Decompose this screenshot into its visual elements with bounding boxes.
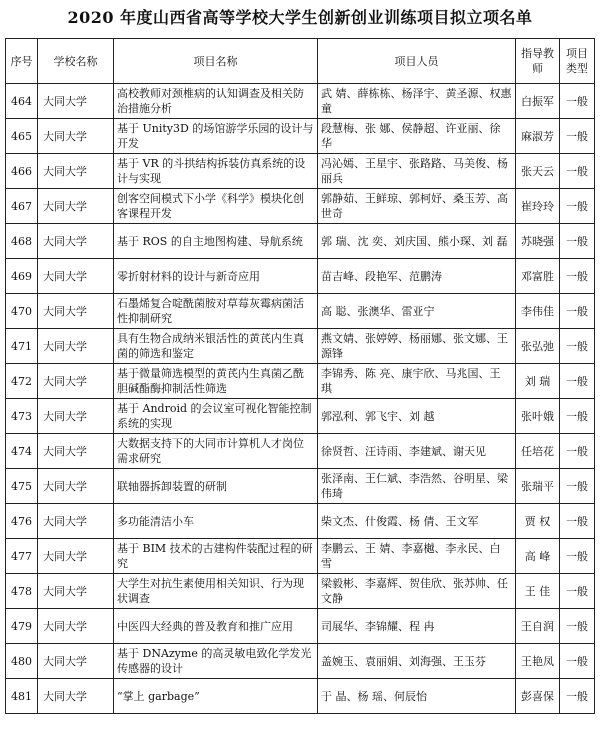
cell-num: 474 xyxy=(6,434,38,469)
cell-num: 465 xyxy=(6,119,38,154)
header-school: 学校名称 xyxy=(38,39,114,84)
cell-type: 一般 xyxy=(560,154,595,189)
cell-type: 一般 xyxy=(560,119,595,154)
cell-num: 480 xyxy=(6,644,38,679)
cell-type: 一般 xyxy=(560,329,595,364)
cell-project: 中医四大经典的普及教育和推广应用 xyxy=(114,609,318,644)
cell-members: 梁毅彬、李嘉辉、贺佳欣、张苏帅、任文静 xyxy=(318,574,516,609)
project-table xyxy=(5,38,595,714)
cell-advisor: 高 峰 xyxy=(516,539,560,574)
cell-num: 470 xyxy=(6,294,38,329)
cell-members: 高 聪、张澳华、雷亚宁 xyxy=(318,294,516,329)
cell-members: 郭静茹、王鲜琼、郭柯妤、桑玉芳、高世奇 xyxy=(318,189,516,224)
cell-school: 大同大学 xyxy=(38,224,114,259)
table-row xyxy=(6,119,595,154)
header-project: 项目名称 xyxy=(114,39,318,84)
cell-advisor: 张天云 xyxy=(516,154,560,189)
table-row xyxy=(6,84,595,119)
table-row xyxy=(6,609,595,644)
cell-type: 一般 xyxy=(560,189,595,224)
cell-school: 大同大学 xyxy=(38,539,114,574)
cell-school: 大同大学 xyxy=(38,364,114,399)
cell-project: 石墨烯复合啶酰菌胺对草莓灰霉病菌活性抑制研究 xyxy=(114,294,318,329)
cell-advisor: 李伟佳 xyxy=(516,294,560,329)
header-members: 项目人员 xyxy=(318,39,516,84)
page-title: 2020 年度山西省高等学校大学生创新创业训练项目拟立项名单 xyxy=(67,8,533,27)
cell-num: 481 xyxy=(6,679,38,714)
cell-school: 大同大学 xyxy=(38,259,114,294)
cell-advisor: 张叶娥 xyxy=(516,399,560,434)
cell-project: 基于 BIM 技术的古建构件装配过程的研究 xyxy=(114,539,318,574)
table-row xyxy=(6,574,595,609)
cell-num: 471 xyxy=(6,329,38,364)
cell-members: 张泽南、王仁斌、李浩然、谷明星、梁伟琦 xyxy=(318,469,516,504)
cell-school: 大同大学 xyxy=(38,469,114,504)
header-advisor: 指导教师 xyxy=(516,39,560,84)
cell-num: 464 xyxy=(6,84,38,119)
cell-type: 一般 xyxy=(560,259,595,294)
cell-num: 479 xyxy=(6,609,38,644)
cell-type: 一般 xyxy=(560,539,595,574)
table-row xyxy=(6,294,595,329)
cell-members: 郭泓利、郭飞宇、刘 越 xyxy=(318,399,516,434)
cell-type: 一般 xyxy=(560,294,595,329)
cell-type: 一般 xyxy=(560,644,595,679)
table-row xyxy=(6,434,595,469)
cell-advisor: 刘 瑞 xyxy=(516,364,560,399)
cell-members: 柴文杰、什俊霞、杨 倩、王文军 xyxy=(318,504,516,539)
cell-members: 盖婉玉、袁丽娟、刘海强、王玉芬 xyxy=(318,644,516,679)
table-row xyxy=(6,504,595,539)
cell-school: 大同大学 xyxy=(38,574,114,609)
cell-advisor: 王 佳 xyxy=(516,574,560,609)
table-row xyxy=(6,154,595,189)
cell-advisor: 王自润 xyxy=(516,609,560,644)
header-type: 项目类型 xyxy=(560,39,595,84)
cell-num: 467 xyxy=(6,189,38,224)
cell-school: 大同大学 xyxy=(38,189,114,224)
cell-members: 司展华、李锦耀、程 冉 xyxy=(318,609,516,644)
cell-school: 大同大学 xyxy=(38,119,114,154)
cell-school: 大同大学 xyxy=(38,329,114,364)
cell-type: 一般 xyxy=(560,399,595,434)
cell-advisor: 任培花 xyxy=(516,434,560,469)
cell-type: 一般 xyxy=(560,84,595,119)
cell-advisor: 崔玲玲 xyxy=(516,189,560,224)
table-row xyxy=(6,189,595,224)
cell-school: 大同大学 xyxy=(38,154,114,189)
cell-school: 大同大学 xyxy=(38,504,114,539)
table-row xyxy=(6,399,595,434)
cell-members: 李锦秀、陈 亮、康宇欣、马兆国、王 琪 xyxy=(318,364,516,399)
cell-type: 一般 xyxy=(560,224,595,259)
table-row xyxy=(6,224,595,259)
cell-members: 苗吉峰、段艳军、范鹏涛 xyxy=(318,259,516,294)
cell-project: 基于 ROS 的自主地图构建、导航系统 xyxy=(114,224,318,259)
cell-project: 基于 VR 的斗拱结构拆装仿真系统的设计与实现 xyxy=(114,154,318,189)
cell-type: 一般 xyxy=(560,504,595,539)
cell-project: 基于微量筛选模型的黄芪内生真菌乙酰胆碱酯酶抑制活性筛选 xyxy=(114,364,318,399)
cell-num: 468 xyxy=(6,224,38,259)
table-row xyxy=(6,469,595,504)
cell-project: 零折射材料的设计与新奇应用 xyxy=(114,259,318,294)
cell-members: 武 婧、薛栋栋、杨泽宇、黄圣源、权惠童 xyxy=(318,84,516,119)
cell-num: 469 xyxy=(6,259,38,294)
cell-project: 高校教师对颈椎病的认知调查及相关防治措施分析 xyxy=(114,84,318,119)
cell-advisor: 王艳凤 xyxy=(516,644,560,679)
cell-type: 一般 xyxy=(560,469,595,504)
cell-members: 于 晶、杨 瑶、何辰怡 xyxy=(318,679,516,714)
cell-num: 473 xyxy=(6,399,38,434)
cell-advisor: 麻淑芳 xyxy=(516,119,560,154)
cell-members: 段慧梅、张 娜、侯静超、许亚丽、徐 华 xyxy=(318,119,516,154)
table-row xyxy=(6,259,595,294)
cell-members: 燕文婧、张婷婷、杨丽娜、张文娜、王源锋 xyxy=(318,329,516,364)
table-row xyxy=(6,679,595,714)
cell-num: 472 xyxy=(6,364,38,399)
cell-project: 联轴器拆卸装置的研制 xyxy=(114,469,318,504)
cell-num: 478 xyxy=(6,574,38,609)
cell-school: 大同大学 xyxy=(38,434,114,469)
cell-project: 具有生物合成纳米银活性的黄芪内生真菌的筛选和鉴定 xyxy=(114,329,318,364)
cell-project: 创客空间模式下小学《科学》模块化创客课程开发 xyxy=(114,189,318,224)
table-header-row xyxy=(6,39,595,84)
table-row xyxy=(6,329,595,364)
cell-project: 基于 Android 的会议室可视化智能控制系统的实现 xyxy=(114,399,318,434)
cell-num: 466 xyxy=(6,154,38,189)
cell-advisor: 彭喜保 xyxy=(516,679,560,714)
cell-advisor: 白振军 xyxy=(516,84,560,119)
cell-num: 475 xyxy=(6,469,38,504)
cell-type: 一般 xyxy=(560,679,595,714)
cell-school: 大同大学 xyxy=(38,399,114,434)
cell-project: 多功能清洁小车 xyxy=(114,504,318,539)
cell-type: 一般 xyxy=(560,434,595,469)
table-row xyxy=(6,539,595,574)
cell-project: 大学生对抗生素使用相关知识、行为现状调查 xyxy=(114,574,318,609)
cell-members: 徐贤哲、汪诗雨、李建斌、谢天见 xyxy=(318,434,516,469)
table-row xyxy=(6,364,595,399)
cell-advisor: 张瑞平 xyxy=(516,469,560,504)
cell-school: 大同大学 xyxy=(38,644,114,679)
cell-school: 大同大学 xyxy=(38,294,114,329)
cell-advisor: 张弘弛 xyxy=(516,329,560,364)
cell-num: 476 xyxy=(6,504,38,539)
cell-project: 基于 DNAzyme 的高灵敏电致化学发光传感器的设计 xyxy=(114,644,318,679)
cell-school: 大同大学 xyxy=(38,679,114,714)
table-row xyxy=(6,644,595,679)
cell-num: 477 xyxy=(6,539,38,574)
cell-type: 一般 xyxy=(560,364,595,399)
cell-school: 大同大学 xyxy=(38,609,114,644)
cell-project: “掌上 garbage” xyxy=(114,679,318,714)
cell-members: 郭 瑞、沈 奕、刘庆国、熊小琛、刘 磊 xyxy=(318,224,516,259)
cell-advisor: 贾 权 xyxy=(516,504,560,539)
cell-advisor: 苏晓强 xyxy=(516,224,560,259)
cell-members: 李鹏云、王 婧、李嘉樾、李永民、白 雪 xyxy=(318,539,516,574)
cell-project: 大数据支持下的大同市计算机人才岗位需求研究 xyxy=(114,434,318,469)
cell-advisor: 邓富胜 xyxy=(516,259,560,294)
cell-school: 大同大学 xyxy=(38,84,114,119)
cell-project: 基于 Unity3D 的场馆游学乐园的设计与开发 xyxy=(114,119,318,154)
cell-type: 一般 xyxy=(560,574,595,609)
cell-members: 冯沁嫣、王星宇、张路路、马美俊、杨丽兵 xyxy=(318,154,516,189)
header-num: 序号 xyxy=(6,39,38,84)
cell-type: 一般 xyxy=(560,609,595,644)
